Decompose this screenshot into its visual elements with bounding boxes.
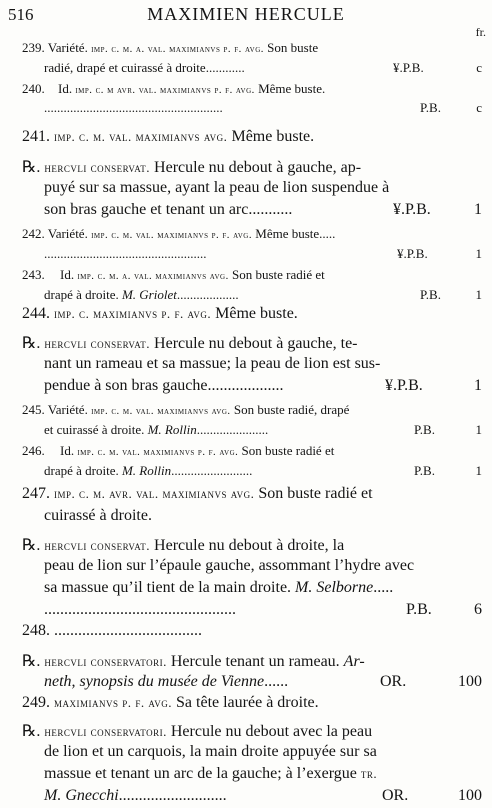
rarity: 100 (458, 787, 482, 804)
metal-value: ¥.P.B. (393, 201, 431, 218)
metal-value: P.B. (414, 463, 435, 478)
obverse-legend: imp. c. m. a. val. maximianvs p. f. avg. (91, 44, 264, 55)
reverse-mark: ℞. (22, 653, 41, 670)
obverse-legend: maximianvs p. f. avg. (54, 695, 173, 710)
page-number: 516 (8, 5, 34, 24)
page-header (0, 3, 492, 39)
rarity: 6 (474, 601, 482, 618)
reverse-legend: hercvli conservatori. (44, 654, 167, 669)
entry-number: 249. (22, 694, 50, 711)
entry-number: 247. (22, 485, 50, 502)
rarity: 1 (475, 287, 482, 302)
metal-value: ¥.P.B. (385, 377, 423, 394)
rarity: c (476, 100, 482, 115)
reverse-mark: ℞. (22, 335, 41, 352)
reverse-legend: hercvli conservat. (44, 160, 151, 175)
reverse-legend: hercvli conservatori. (44, 724, 167, 739)
collection-name: M. Rollin (147, 422, 197, 437)
rarity: 1 (475, 246, 482, 261)
reverse-legend: hercvli conservat. (44, 538, 151, 553)
entry-number: 240. (22, 81, 45, 96)
metal-value: OR. (380, 673, 407, 690)
obverse-legend: imp. c. m. a. val. maximianvs avg. (77, 271, 229, 282)
metal-value: P.B. (420, 100, 441, 115)
collection-name: M. Selborne (295, 579, 374, 596)
metal-value: ¥.P.B. (393, 60, 424, 75)
metal-value: P.B. (406, 601, 432, 618)
rarity: 1 (474, 201, 482, 218)
reverse-legend: hercvli conservat. (44, 336, 151, 351)
reverse-mark: ℞. (22, 537, 41, 554)
rarity: c (476, 60, 482, 75)
rarity: 1 (475, 422, 482, 437)
obverse-legend: imp. c. m. val. maximianvs avg. (91, 406, 231, 417)
collection-name: M. Rollin (121, 463, 172, 478)
collection-name: neth, synopsis du musée de Vienne (44, 673, 265, 690)
obverse-legend: imp. c. m. avr. val. maximianvs avg. (54, 486, 255, 501)
obverse-legend: imp. c. m. val. maximianvs p. f. avg. (77, 447, 239, 458)
entry-number: 243. (22, 267, 45, 282)
entry-number: 242. (22, 226, 45, 241)
reverse-mark: ℞. (22, 723, 41, 740)
catalogue-page: 516 MAXIMIEN HERCULE fr. 239. Variété. imp. c. m. a. val. maximianvs p. f. avg. Son buste radié, drapé et cuirassé à droite............ ¥.P.B. c 240. Id. imp. c. m avr. val. maximianvs p. f. avg. Même buste. ....................................................... P.B. c 241. imp. c. m. val. maximianvs avg. Même buste. ℞. hercvli conservat. Hercule nu debout à gauche, ap- puyé sur sa massue, ayant la peau de lion suspendue à son bras gauche et tenant un arc........... ¥.P.B. 1 242. Variété. imp. c. m. val. maximianvs p. f. avg. Même buste..... .................................................. ¥.P.B. 1 243. Id. imp. c. m. a. val. maximianvs avg. Son buste radié et drapé à droite. M. Griolet................... P.B. 1 244. imp. c. maximianvs p. f. avg. Même buste. ℞. hercvli conservat. Hercule nu debout à gauche, te- nant un rameau et sa massue; la peau de lion est sus- pendue à son bras gauche................... ¥.P.B. 1 245. Variété. imp. c. m. val. maximianvs avg. Son buste radié, drapé et cuirassé à droite. M. Rollin...................... P.B. 1 246. Id. imp. c. m. val. maximianvs p. f. avg. Son buste radié et drapé à droite. M. Rollin......................... P.B. 1 247. imp. c. m. avr. val. maximianvs avg. Son buste radié et cuirassé à droite. ℞. hercvli conservat. Hercule nu debout à droite, la peau de lion sur l’épaule gauche, assommant l’hydre avec sa massue qu’il tient de la main droite. M. Selborne..... ................................................ P.B. 6 248. ..................................... ℞. hercvli conservatori. Hercule tenant un rameau. Ar- neth, synopsis du musée de Vienne...... OR. 100 249. maximianvs p. f. avg. Sa tête laurée à droite. ℞. hercvli conservatori. Hercule nu debout avec la peau de lion et un carquois, la main droite appuyée sur sa massue et tenant un arc de la gauche; à l’exergue tr. M. Gnecchi........................... OR. 100 (0, 0, 492, 808)
rarity: 1 (475, 463, 482, 478)
obverse-legend: imp. c. m. val. maximianvs p. f. avg. (91, 230, 253, 241)
rarity: 100 (458, 673, 482, 690)
entry-number: 248. (22, 622, 50, 639)
entry-number: 241. (22, 128, 50, 145)
obverse-legend: imp. c. m. val. maximianvs avg. (54, 129, 228, 144)
entry-number: 239. (22, 40, 45, 55)
entry-number: 245. (22, 402, 45, 417)
running-title: MAXIMIEN HERCULE (147, 4, 345, 24)
metal-value: ¥.P.B. (397, 246, 428, 261)
reverse-mark: ℞. (22, 159, 41, 176)
entry-number: 246. (22, 443, 45, 458)
column-head: fr. (475, 25, 486, 39)
entry-number: 244. (22, 305, 50, 322)
metal-value: P.B. (420, 287, 441, 302)
metal-value: OR. (382, 787, 409, 804)
obverse-legend: imp. c. m avr. val. maximianvs p. f. avg. (75, 85, 255, 96)
exergue-mark: tr. (360, 766, 378, 781)
metal-value: P.B. (414, 422, 435, 437)
obverse-legend: imp. c. maximianvs p. f. avg. (54, 306, 212, 321)
rarity: 1 (474, 377, 482, 394)
collection-name: M. Gnecchi (44, 787, 119, 804)
collection-name: M. Griolet (121, 287, 177, 302)
